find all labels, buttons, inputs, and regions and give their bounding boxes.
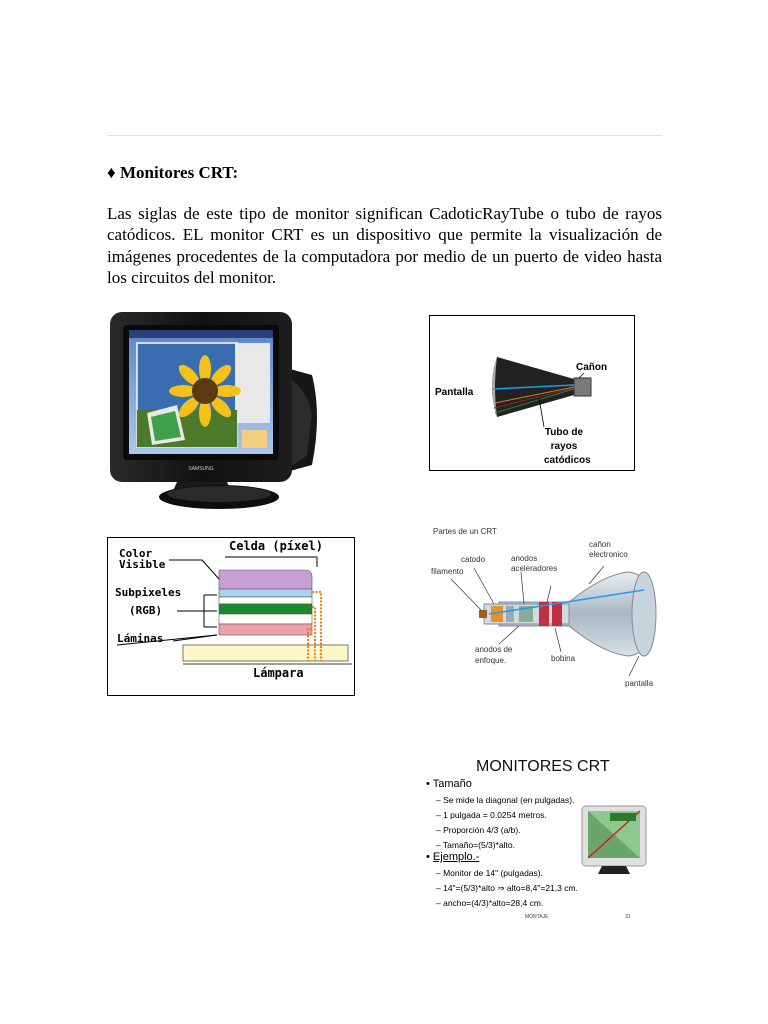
list-item: – Se mide la diagonal (en pulgadas). — [436, 795, 575, 805]
tubo-label — [544, 426, 591, 468]
parts-title: Partes de un CRT — [433, 527, 497, 536]
slide-footer-left: MONTAJE — [525, 914, 549, 920]
crt-monitor-photo — [107, 305, 327, 515]
catodo-label: catodo — [461, 555, 486, 564]
bullet-ejemplo-text: Ejemplo.- — [432, 851, 480, 863]
color-label-line2: Visible — [119, 558, 166, 571]
enfoque-label-line2: enfoque. — [475, 656, 507, 665]
canon-electronico-label — [589, 540, 628, 560]
mini-monitor-illustration — [580, 804, 650, 878]
tubo-label-line3: catódicos — [544, 455, 591, 466]
anodos-enfoque-label — [475, 644, 512, 666]
pantalla-label: Pantalla — [435, 387, 474, 398]
bobina-label: bobina — [551, 654, 576, 663]
list-item: – Tamaño=(5/3)*alto. — [436, 840, 515, 850]
slide-bullet-tamano — [426, 778, 472, 790]
list-item: – ancho=(4/3)*alto=28,4 cm. — [436, 898, 544, 908]
crt-monitor-illustration — [107, 305, 327, 515]
parts-diagram-svg — [429, 524, 665, 696]
tamano-list — [436, 793, 574, 853]
laminas-label: Láminas — [117, 632, 164, 645]
list-item: – 14"=(5/3)*alto ⇒ alto=8,4"=21,3 cm. — [436, 883, 578, 893]
red-subpixel — [219, 624, 312, 635]
heading-text: Monitores CRT: — [119, 163, 239, 182]
list-item: – Proporción 4/3 (a/b). — [436, 825, 521, 835]
bullet-dot-icon: • — [426, 778, 433, 790]
lampara-label: Lámpara — [253, 666, 304, 680]
canon-label: Cañon — [576, 362, 608, 373]
enfoque-label-line1: anodos de — [475, 645, 513, 654]
color-visible-label — [119, 548, 165, 570]
brand-label: SAMSUNG — [188, 466, 214, 472]
crt-parts-diagram — [429, 524, 665, 696]
anodos-label — [511, 554, 557, 574]
blue-subpixel — [219, 589, 312, 597]
slide-title: MONITORES CRT — [476, 758, 610, 775]
crt-tube-diagram — [429, 315, 635, 471]
bullet-tamano-text: Tamaño — [432, 778, 472, 790]
slide-bullet-ejemplo — [426, 851, 479, 863]
visible-color-layer — [219, 570, 312, 589]
subpixeles-label: Subpixeles — [115, 586, 182, 599]
monitores-crt-slide — [418, 756, 658, 932]
pantalla-parts-label: pantalla — [625, 679, 654, 688]
lamp-bar — [183, 645, 348, 661]
canon-label-line1: cañon — [589, 540, 611, 549]
list-item: – 1 pulgada = 0.0254 metros. — [436, 810, 547, 820]
canon-label-line2: electronico — [589, 550, 628, 559]
body-paragraph: Las siglas de este tipo de monitor significan CadoticRayTube o tubo de rayos catódicos. EL monitor CRT es un dispositivo que permite la visualización de imágenes procedentes de la computadora por medio de un puerto de video hasta los circuitos del monitor. — [107, 204, 662, 287]
rgb-label: (RGB) — [129, 604, 163, 617]
tubo-label-line2: rayos — [550, 441, 578, 452]
green-subpixel — [219, 604, 312, 614]
tubo-label-line1: Tubo de — [544, 427, 584, 438]
anodos-label-line2: aceleradores — [511, 564, 558, 573]
celda-label: Celda (píxel) — [229, 539, 323, 553]
diamond-bullet-icon: ♦ — [107, 163, 116, 182]
anodos-label-line1: anodos — [511, 554, 538, 563]
section-heading — [107, 163, 238, 183]
color-label-line1: Color — [119, 547, 153, 560]
list-item: – Monitor de 14" (pulgadas). — [436, 868, 543, 878]
filamento-label: filamento — [431, 567, 464, 576]
slide-page-number: 31 — [625, 914, 631, 920]
bullet-dot-icon: • — [426, 851, 433, 863]
pixel-structure-diagram — [107, 537, 355, 696]
top-divider — [107, 135, 662, 136]
ejemplo-list — [436, 866, 578, 911]
